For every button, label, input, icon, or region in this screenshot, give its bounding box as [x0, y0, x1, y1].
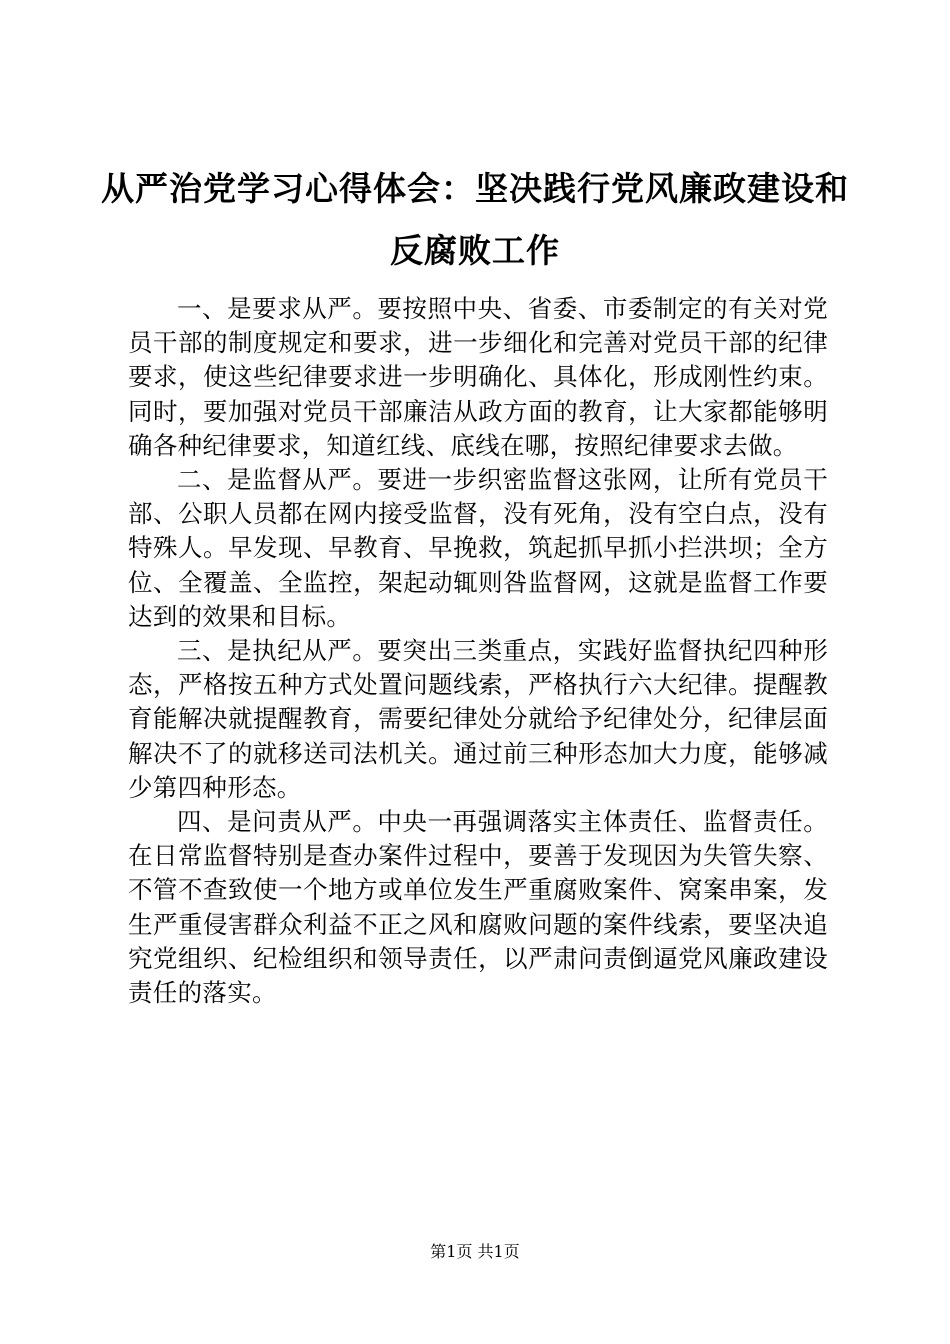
paragraph-supervision: 二、是监督从严。要进一步织密监督这张网，让所有党员干部、公职人员都在网内接受监督，没有死角，没有空白点，没有特殊人。早发现、早教育、早挽救，筑起抓早抓小拦洪坝；全方位、全覆盖、全监控，架起动辄则咎监督网，这就是监督工作要达到的效果和目标。 — [128, 465, 828, 631]
page-number-footer: 第1页 共1页 — [430, 1242, 520, 1261]
paragraph-requirement: 一、是要求从严。要按照中央、省委、市委制定的有关对党员干部的制度规定和要求，进一步细化和完善对党员干部的纪律要求，使这些纪律要求进一步明确化、具体化，形成刚性约束。同时，要加强对党员干部廉洁从政方面的教育，让大家都能够明确各种纪律要求，知道红线、底线在哪，按照纪律要求去做。 — [128, 294, 828, 460]
paragraph-discipline: 三、是执纪从严。要突出三类重点，实践好监督执纪四种形态，严格按五种方式处置问题线索，严格执行六大纪律。提醒教育能解决就提醒教育，需要纪律处分就给予纪律处分，纪律层面解决不了的就移送司法机关。通过前三种形态加大力度，能够减少第四种形态。 — [128, 636, 828, 802]
document-title: 从严治党学习心得体会：坚决践行党风廉政建设和反腐败工作 — [101, 169, 849, 270]
document-body — [128, 292, 828, 1010]
paragraph-accountability: 四、是问责从严。中央一再强调落实主体责任、监督责任。在日常监督特别是查办案件过程中，要善于发现因为失管失察、不管不查致使一个地方或单位发生严重腐败案件、窝案串案，发生严重侵害群众利益不正之风和腐败问题的案件线索，要坚决追究党组织、纪检组织和领导责任，以严肃问责倒逼党风廉政建设责任的落实。 — [128, 807, 828, 1008]
